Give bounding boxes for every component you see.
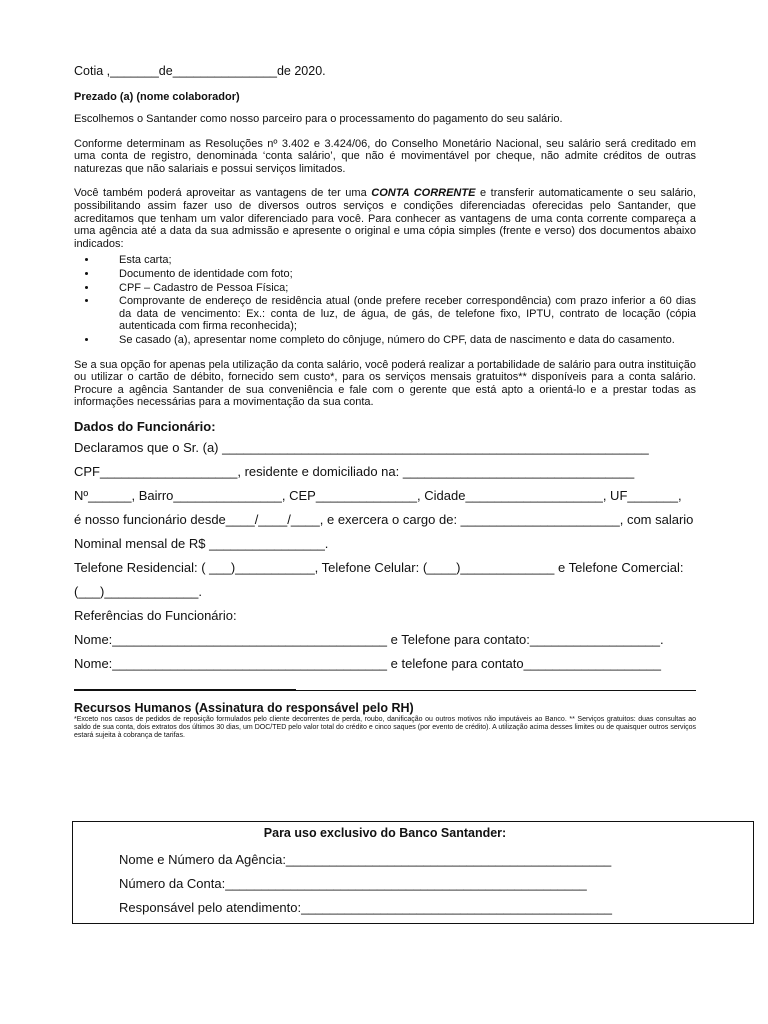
cpf-address-field[interactable]: CPF___________________, residente e domiciliado na: ________________________________	[74, 463, 635, 479]
agency-field[interactable]: Nome e Número da Agência:_____________________________________________	[119, 852, 612, 867]
advantages-text-end: e transferir automaticamente o seu salário, possibilitando assim fazer uso de diversos outros serviços e condições diferenciadas oferecidas pelo Santander, que acreditamos que tenham um valor diferenciado para você. Para conhecer as vantagens de uma conta corrente compareça a uma agência até a data da sua admissão e apresente o original e uma cópia simples (frente e verso) dos documentos abaixo indicados:	[74, 187, 696, 250]
advantages-paragraph	[74, 187, 696, 250]
account-number-field[interactable]: Número da Conta:__________________________________________________	[119, 876, 587, 891]
bank-exclusive-box	[72, 821, 754, 924]
admission-role-salary-field[interactable]: é nosso funcionário desde____/____/____, e exercera o cargo de: ______________________, com salario	[74, 511, 694, 527]
signature-line-bold	[74, 689, 296, 691]
intro-paragraph: Escolhemos o Santander como nosso parceiro para o processamento do pagamento do seu salário.	[74, 113, 563, 125]
document-item: • Esta carta;	[98, 254, 696, 267]
employee-name-field[interactable]: Declaramos que o Sr. (a) ___________________________________________________________	[74, 439, 649, 455]
reference-2-field[interactable]: Nome:______________________________________ e telefone para contato___________________	[74, 655, 661, 671]
document-item: • Documento de identidade com foto;	[98, 268, 696, 281]
number-district-zip-city-field[interactable]: Nº______, Bairro_______________, CEP______________, Cidade___________________, UF_______,	[74, 487, 682, 503]
advantages-text-start: Você também poderá aproveitar as vantagens de ter uma	[74, 187, 372, 200]
resolution-paragraph: Conforme determinam as Resoluções nº 3.402 e 3.424/06, do Conselho Monetário Nacional, seu salário será creditado em uma conta de registro, denominada ‘conta salário’, que não é movimentável por cheque, não admite créditos de outras naturezas que não salariais e possui serviços limitados.	[74, 137, 696, 175]
documents-list	[74, 254, 696, 346]
attendant-field[interactable]: Responsável pelo atendimento:___________________________________________	[119, 900, 613, 915]
nominal-salary-field[interactable]: Nominal mensal de R$ ________________.	[74, 535, 329, 551]
hr-signature-label: Recursos Humanos (Assinatura do responsável pelo RH)	[74, 700, 414, 715]
signature-line[interactable]	[74, 679, 696, 705]
signature-line-thin	[296, 690, 696, 691]
reference-1-field[interactable]: Nome:______________________________________ e Telefone para contato:__________________.	[74, 631, 664, 647]
references-label: Referências do Funcionário:	[74, 607, 237, 623]
employee-section-title: Dados do Funcionário:	[74, 418, 216, 434]
date-line: Cotia ,_______de_______________de 2020.	[74, 64, 326, 78]
conta-corrente-emphasis: CONTA CORRENTE	[371, 187, 476, 200]
bank-box-title: Para uso exclusivo do Banco Santander:	[263, 826, 507, 840]
document-item: • Se casado (a), apresentar nome completo do cônjuge, número do CPF, data de nascimento e data do casamento.	[98, 334, 696, 347]
footnote: *Exceto nos casos de pedidos de reposição formulados pelo cliente decorrentes de perda, roubo, danificação ou outros motivos não imputáveis ao Banco. ** Serviços gratuitos: duas consultas ao saldo de sua conta, dois extratos dos últimos 30 dias, um DOC/TED pelo valor total do crédito e cinco saques (por evento de crédito). A utilização acima desses limites ou de quaisquer outros serviços estará sujeita à cobrança de tarifas.	[74, 715, 696, 739]
letter-body	[74, 64, 696, 740]
document-item: • Comprovante de endereço de residência atual (onde prefere receber correspondência) com prazo inferior a 60 dias da data de vencimento: Ex.: conta de luz, de água, de gás, de telefone fixo, IPTU, contrato de locação (cópia autenticada com firma reconhecida);	[98, 295, 696, 333]
phones-field[interactable]: Telefone Residencial: ( ___)___________, Telefone Celular: (____)_____________ e Telefone Comercial:	[74, 559, 684, 575]
document-item: • CPF – Cadastro de Pessoa Física;	[98, 282, 696, 295]
greeting: Prezado (a) (nome colaborador)	[74, 91, 240, 103]
portability-paragraph: Se a sua opção for apenas pela utilização da conta salário, você poderá realizar a portabilidade de salário para outra instituição ou utilizar o cartão de débito, fornecido sem custo*, para os serviços mensais gratuitos** disponíveis para a conta salário. Procure a agência Santander de sua conveniência e fale com o gerente que está apto a orientá-lo e a prestar todas as informações necessárias para a movimentação da sua conta.	[74, 358, 696, 409]
commercial-phone-field[interactable]: (___)_____________.	[74, 583, 202, 599]
